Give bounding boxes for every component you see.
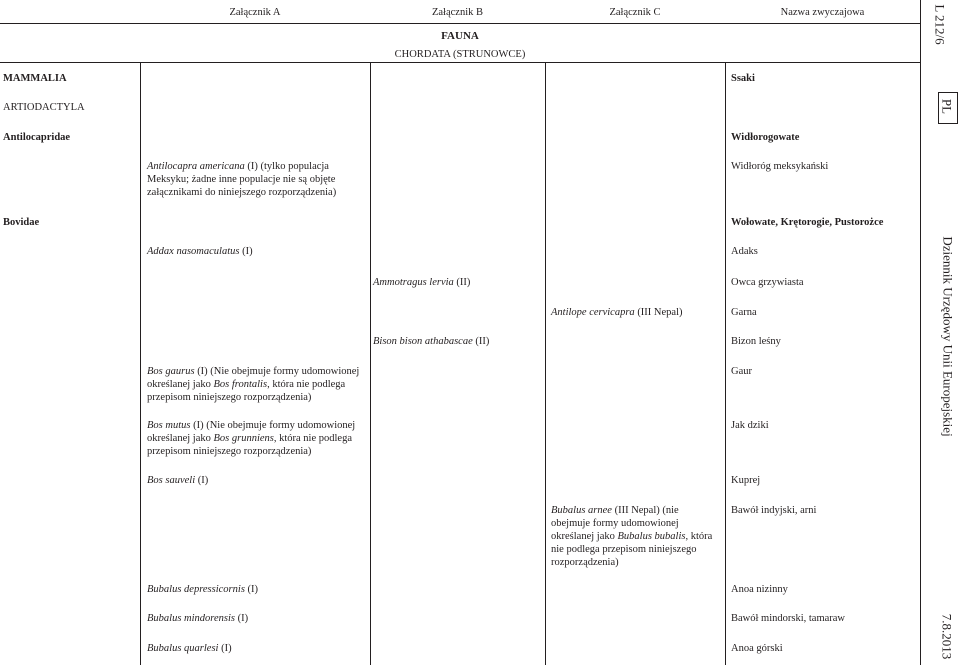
common-bubalus-depressicornis: Anoa nizinny bbox=[731, 584, 788, 595]
entry-bison: Bison bison athabascae (II) bbox=[373, 336, 490, 347]
common-antilope: Garna bbox=[731, 307, 757, 318]
section-rule bbox=[0, 62, 920, 63]
entry-bubalus-quarlesi: Bubalus quarlesi (I) bbox=[147, 643, 232, 654]
common-mammalia: Ssaki bbox=[731, 73, 755, 84]
common-bos-mutus: Jak dziki bbox=[731, 420, 769, 431]
entry-antilocapra-americana: Antilocapra americana (I) (tylko populacja Meksyku; żadne inne populacje nie są objęte załącznikami do niniejszego rozporządzenia) bbox=[147, 161, 337, 198]
entry-ammotragus: Ammotragus lervia (II) bbox=[373, 277, 471, 288]
section-title: FAUNA bbox=[441, 30, 479, 42]
header-rule bbox=[0, 23, 920, 24]
header-annex-c: Załącznik C bbox=[609, 7, 661, 18]
taxon-antilocapridae: Antilocapridae bbox=[3, 132, 71, 143]
common-bos-sauveli: Kuprej bbox=[731, 475, 761, 486]
taxon-mammalia: MAMMALIA bbox=[3, 73, 67, 84]
common-antilocapra-americana: Widłoróg meksykański bbox=[731, 161, 829, 172]
common-bovidae: Wołowate, Krętorogie, Pustorożce bbox=[731, 217, 884, 228]
entry-bubalus-depressicornis: Bubalus depressicornis (I) bbox=[147, 584, 259, 595]
common-bubalus-mindorensis: Bawół mindorski, tamaraw bbox=[731, 613, 846, 624]
taxon-artiodactyla: ARTIODACTYLA bbox=[3, 102, 85, 113]
margin-journal: Dziennik Urzędowy Unii Europejskiej bbox=[940, 236, 956, 437]
entry-bubalus-mindorensis: Bubalus mindorensis (I) bbox=[147, 613, 249, 624]
entry-bos-sauveli: Bos sauveli (I) bbox=[147, 475, 209, 486]
section-subtitle: CHORDATA (STRUNOWCE) bbox=[394, 49, 526, 60]
entry-antilope: Antilope cervicapra (III Nepal) bbox=[551, 307, 683, 318]
column-divider-c bbox=[545, 62, 546, 665]
margin-page-ref: L 212/6 bbox=[932, 4, 948, 45]
header-annex-a: Załącznik A bbox=[229, 7, 281, 18]
entry-addax: Addax nasomaculatus (I) bbox=[147, 246, 253, 257]
header-annex-b: Załącznik B bbox=[431, 7, 484, 18]
margin-date: 7.8.2013 bbox=[939, 613, 955, 660]
entry-bos-mutus: Bos mutus (I) (Nie obejmuje formy udomowionej określanej jako Bos grunniens, która nie podlega przepisom niniejszego rozporządzenia) bbox=[147, 420, 356, 457]
common-bubalus-arnee: Bawół indyjski, arni bbox=[731, 505, 817, 516]
common-bubalus-quarlesi: Anoa górski bbox=[731, 643, 783, 654]
column-divider-b bbox=[370, 62, 371, 665]
page-right-rule bbox=[920, 0, 921, 665]
common-addax: Adaks bbox=[731, 246, 758, 257]
common-bos-gaurus: Gaur bbox=[731, 366, 752, 377]
header-common-name: Nazwa zwyczajowa bbox=[780, 7, 865, 18]
margin-lang: PL bbox=[939, 98, 955, 115]
common-bison: Bizon leśny bbox=[731, 336, 781, 347]
entry-bos-gaurus: Bos gaurus (I) (Nie obejmuje formy udomowionej określanej jako Bos frontalis, która nie podlega przepisom niniejszego rozporządzenia) bbox=[147, 366, 360, 403]
common-antilocapridae: Widłorogowate bbox=[731, 132, 800, 143]
common-ammotragus: Owca grzywiasta bbox=[731, 277, 804, 288]
column-divider-a bbox=[140, 62, 141, 665]
taxon-bovidae: Bovidae bbox=[3, 217, 40, 228]
column-divider-common bbox=[725, 62, 726, 665]
entry-bubalus-arnee: Bubalus arnee (III Nepal) (nie obejmuje formy udomowionej określanej jako Bubalus bubalis, która nie podlega przepisom niniejszego rozporządzenia) bbox=[551, 505, 713, 568]
